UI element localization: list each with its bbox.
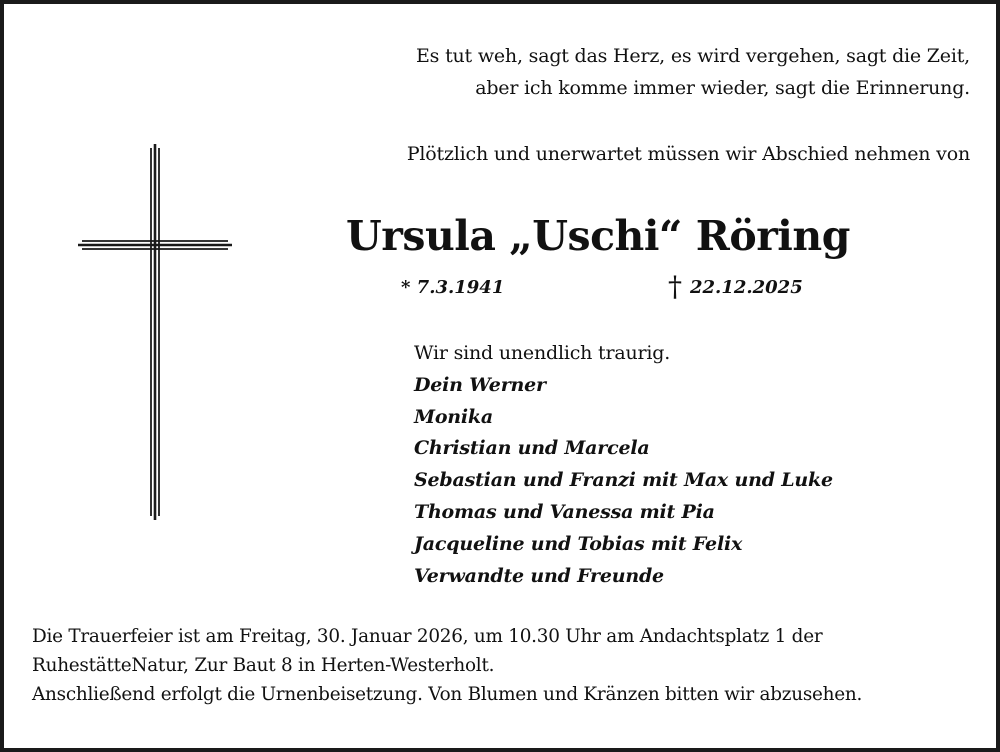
ceremony-line: RuhestätteNatur, Zur Baut 8 in Herten-Westerholt.: [32, 655, 495, 676]
dagger-icon: †: [668, 270, 682, 303]
mourners-list: [414, 338, 833, 592]
quote-line: Es tut weh, sagt das Herz, es wird vergehen, sagt die Zeit,: [416, 45, 970, 67]
intro-text: Plötzlich und unerwartet müssen wir Abschied nehmen von: [406, 143, 970, 165]
death-date-line: [668, 270, 803, 305]
list-item: Dein Werner: [414, 373, 546, 396]
list-item: Monika: [414, 405, 494, 428]
deceased-name: Ursula „Uschi“ Röring: [346, 212, 850, 260]
list-item: Verwandte und Freunde: [414, 564, 664, 587]
list-item: Sebastian und Franzi mit Max und Luke: [414, 469, 833, 492]
quote-line: aber ich komme immer wieder, sagt die Erinnerung.: [475, 77, 970, 99]
list-item: Jacqueline und Tobias mit Felix: [414, 532, 743, 555]
ceremony-line: Die Trauerfeier ist am Freitag, 30. Januar 2026, um 10.30 Uhr am Andachtsplatz 1 der: [32, 626, 823, 647]
memorial-quote: [416, 40, 970, 104]
ceremony-line: Anschließend erfolgt die Urnenbeisetzung. Von Blumen und Kränzen bitten wir abzusehen.: [32, 684, 863, 705]
list-item: Christian und Marcela: [414, 437, 650, 460]
death-date: 22.12.2025: [690, 277, 803, 298]
ceremony-details: [32, 622, 862, 709]
mourning-statement: Wir sind unendlich traurig.: [414, 342, 671, 364]
list-item: Thomas und Vanessa mit Pia: [414, 500, 715, 523]
birth-date: * 7.3.1941: [401, 277, 505, 298]
cross-icon: [78, 144, 232, 520]
